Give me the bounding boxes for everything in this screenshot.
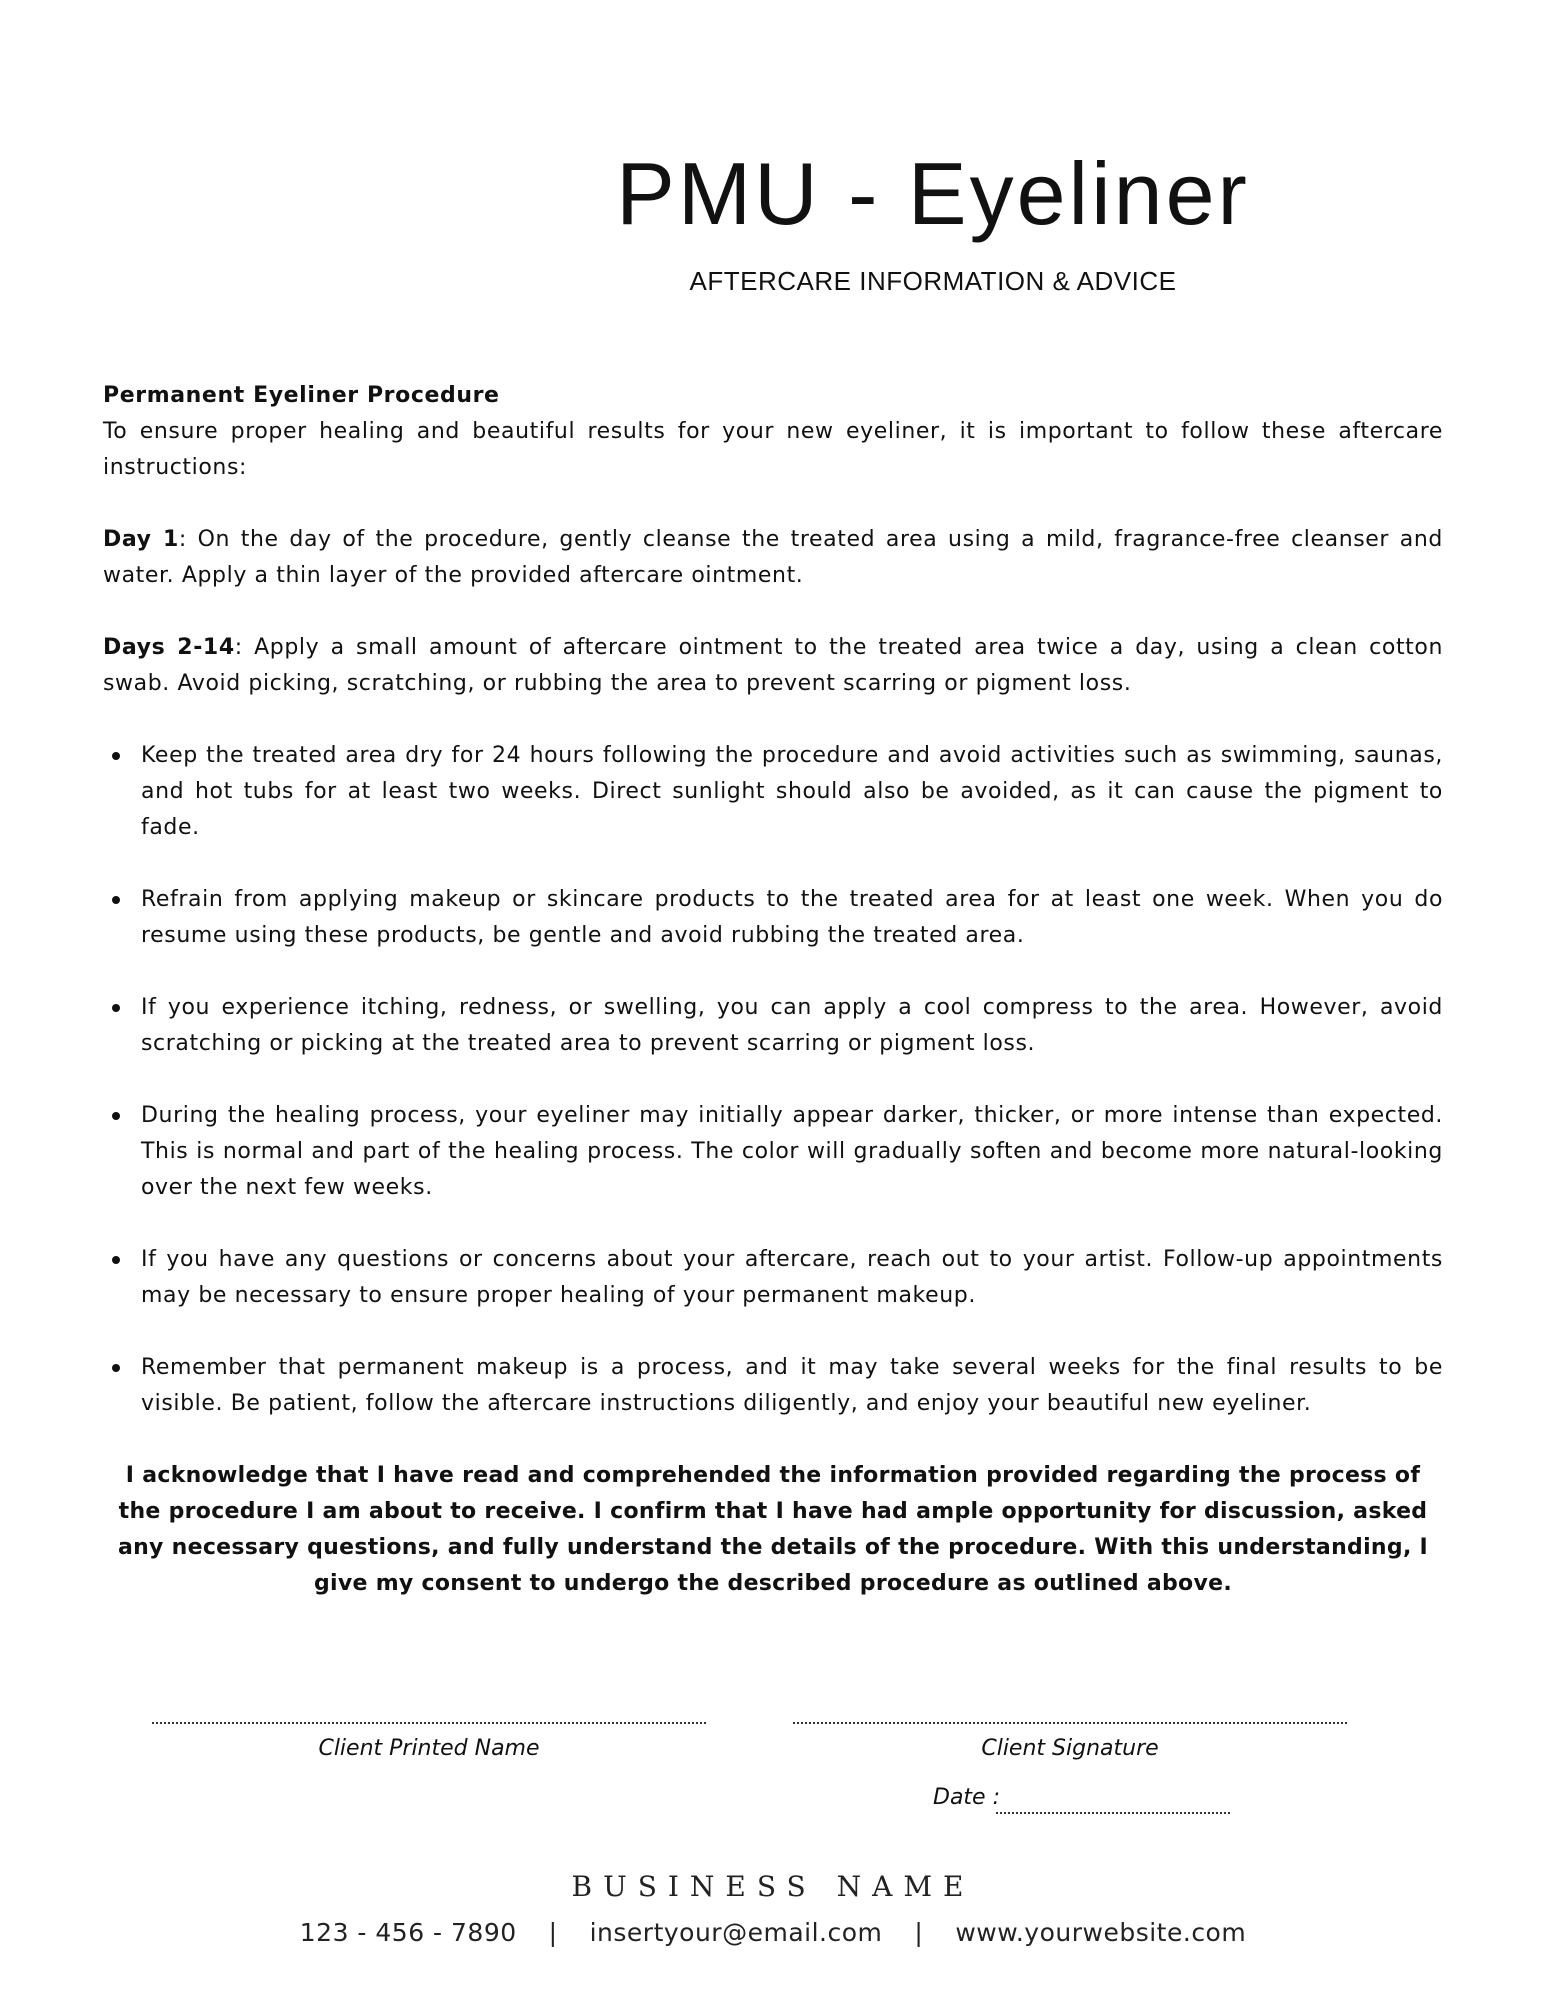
- email-address[interactable]: insertyour@email.com: [589, 1918, 883, 1947]
- website-url[interactable]: www.yourwebsite.com: [955, 1918, 1247, 1947]
- days2-14-label: Days 2-14: [103, 635, 235, 660]
- page-title: PMU - Eyeliner: [616, 144, 1250, 243]
- days2-14-paragraph: [103, 630, 1443, 702]
- day1-label: Day 1: [103, 527, 179, 552]
- separator: |: [548, 1918, 558, 1947]
- days2-14-text: : Apply a small amount of aftercare ointment to the treated area twice a day, using a clean cotton swab. Avoid picking, scratching, or rubbing the area to prevent scarring or pigment loss.: [103, 635, 1443, 696]
- page-subtitle: AFTERCARE INFORMATION & ADVICE: [689, 266, 1177, 296]
- signature-label: Client Signature: [981, 1736, 1159, 1761]
- contact-info: [0, 1918, 1546, 1947]
- procedure-heading: Permanent Eyeliner Procedure: [103, 383, 500, 408]
- aftercare-list: [103, 738, 1443, 1422]
- list-item: [103, 1098, 1443, 1206]
- phone-number[interactable]: 123 - 456 - 7890: [299, 1918, 517, 1947]
- list-item: [103, 882, 1443, 954]
- day1-text: : On the day of the procedure, gently cleanse the treated area using a mild, fragrance-free cleanser and water. Apply a thin layer of the provided aftercare ointment.: [103, 527, 1443, 588]
- list-item-text: Refrain from applying makeup or skincare products to the treated area for at least one week. When you do resume using these products, be gentle and avoid rubbing the treated area.: [141, 887, 1443, 948]
- aftercare-content: [103, 378, 1443, 1458]
- date-label: Date :: [933, 1785, 1000, 1810]
- printed-name-line[interactable]: [152, 1722, 706, 1724]
- bullet-icon: [112, 1256, 120, 1264]
- separator: |: [914, 1918, 924, 1947]
- list-item-text: Remember that permanent makeup is a process, and it may take several weeks for the final results to be visible. Be patient, follow the aftercare instructions diligently, and enjoy your beautiful new eyeliner.: [141, 1355, 1443, 1416]
- signature-line[interactable]: [793, 1722, 1347, 1724]
- list-item: [103, 1350, 1443, 1422]
- list-item: [103, 1242, 1443, 1314]
- printed-name-label: Client Printed Name: [318, 1736, 540, 1761]
- list-item: [103, 738, 1443, 846]
- bullet-icon: [112, 896, 120, 904]
- intro-text: To ensure proper healing and beautiful results for your new eyeliner, it is important to follow these aftercare instructions:: [103, 419, 1443, 480]
- list-item-text: If you have any questions or concerns about your aftercare, reach out to your artist. Follow-up appointments may be necessary to ensure proper healing of your permanent makeup.: [141, 1247, 1443, 1308]
- bullet-icon: [112, 1364, 120, 1372]
- list-item-text: If you experience itching, redness, or swelling, you can apply a cool compress to the area. However, avoid scratching or picking at the treated area to prevent scarring or pigment loss.: [141, 995, 1443, 1056]
- date-line[interactable]: [996, 1812, 1230, 1814]
- business-name: BUSINESS NAME: [571, 1870, 975, 1903]
- bullet-icon: [112, 752, 120, 760]
- list-item-text: Keep the treated area dry for 24 hours following the procedure and avoid activities such as swimming, saunas, and hot tubs for at least two weeks. Direct sunlight should also be avoided, as it can cause the pigment to fade.: [141, 743, 1443, 840]
- bullet-icon: [112, 1112, 120, 1120]
- bullet-icon: [112, 1004, 120, 1012]
- day1-paragraph: [103, 522, 1443, 594]
- list-item: [103, 990, 1443, 1062]
- consent-statement: I acknowledge that I have read and comprehended the information provided regarding the process of the procedure I am about to receive. I confirm that I have had ample opportunity for discussion, asked any necessary questions, and fully understand the details of the procedure. With this understanding, I give my consent to undergo the described procedure as outlined above.: [117, 1463, 1429, 1596]
- list-item-text: During the healing process, your eyeliner may initially appear darker, thicker, or more intense than expected. This is normal and part of the healing process. The color will gradually soften and become more natural-looking over the next few weeks.: [141, 1103, 1443, 1200]
